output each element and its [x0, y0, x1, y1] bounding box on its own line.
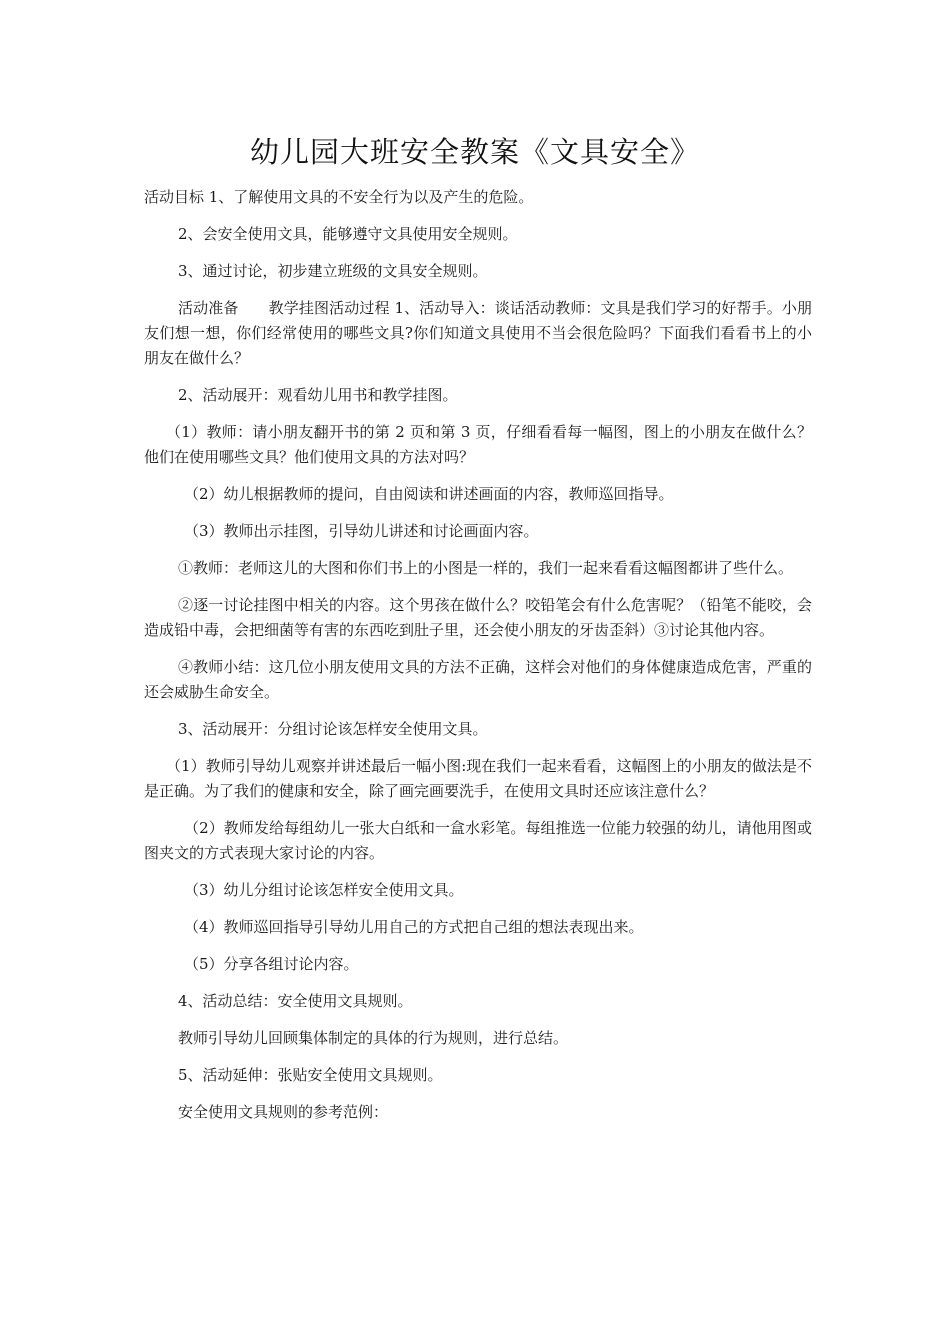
paragraph-step-2-3: （3）教师出示挂图，引导幼儿讲述和讨论画面内容。	[184, 522, 539, 540]
paragraph-step-4: 4、活动总结：安全使用文具规则。	[178, 992, 413, 1010]
paragraph-summary: 教师引导幼儿回顾集体制定的具体的行为规则，进行总结。	[178, 1029, 569, 1047]
paragraph-step-2-2: （2）幼儿根据教师的提问，自由阅读和讲述画面的内容，教师巡回指导。	[184, 485, 674, 503]
paragraph-step-3-2: （2）教师发给每组幼儿一张大白纸和一盒水彩笔。每组推选一位能力较强的幼儿，请他用图或图夹文的方式表现大家讨论的内容。	[144, 819, 812, 862]
paragraph-circle-1: ①教师：老师这儿的大图和你们书上的小图是一样的，我们一起来看看这幅图都讲了些什么。	[178, 559, 794, 577]
paragraph-step-2: 2、活动展开：观看幼儿用书和教学挂图。	[178, 386, 458, 404]
paragraph-step-3-3: （3）幼儿分组讨论该怎样安全使用文具。	[184, 881, 464, 899]
paragraph-rules-example: 安全使用文具规则的参考范例：	[178, 1103, 389, 1121]
paragraph-step-5: 5、活动延伸：张贴安全使用文具规则。	[178, 1066, 443, 1084]
paragraph-objective-3: 3、通过讨论，初步建立班级的文具安全规则。	[178, 262, 488, 280]
paragraph-objective-1: 活动目标 1、了解使用文具的不安全行为以及产生的危险。	[144, 188, 534, 206]
paragraph-circle-2: ②逐一讨论挂图中相关的内容。这个男孩在做什么？咬铅笔会有什么危害呢？（铅笔不能咬，会造成铅中毒，会把细菌等有害的东西吃到肚子里，还会使小朋友的牙齿歪斜）③讨论其他内容。	[144, 596, 812, 639]
paragraph-step-3-5: （5）分享各组讨论内容。	[184, 955, 359, 973]
paragraph-preparation: 活动准备 教学挂图活动过程 1、活动导入：谈话活动教师：文具是我们学习的好帮手。小朋友们想一想，你们经常使用的哪些文具?你们知道文具使用不当会很危险吗？下面我们看看书上的小朋友在做什么？	[144, 299, 812, 367]
paragraph-step-3-4: （4）教师巡回指导引导幼儿用自己的方式把自己组的想法表现出来。	[184, 918, 644, 936]
document-body	[144, 185, 812, 1137]
paragraph-step-3: 3、活动展开：分组讨论该怎样安全使用文具。	[178, 720, 488, 738]
paragraph-step-2-1: （1）教师：请小朋友翻开书的第 2 页和第 3 页，仔细看看每一幅图，图上的小朋友在做什么？他们在使用哪些文具？他们使用文具的方法对吗？	[144, 423, 812, 466]
paragraph-objective-2: 2、会安全使用文具，能够遵守文具使用安全规则。	[178, 225, 518, 243]
document-title: 幼儿园大班安全教案《文具安全》	[249, 135, 700, 169]
paragraph-step-3-1: （1）教师引导幼儿观察并讲述最后一幅小图:现在我们一起来看看，这幅图上的小朋友的做法是不是正确。为了我们的健康和安全，除了画完画要洗手，在使用文具时还应该注意什么？	[144, 757, 812, 800]
paragraph-circle-4: ④教师小结：这几位小朋友使用文具的方法不正确，这样会对他们的身体健康造成危害，严重的还会威胁生命安全。	[144, 658, 812, 701]
